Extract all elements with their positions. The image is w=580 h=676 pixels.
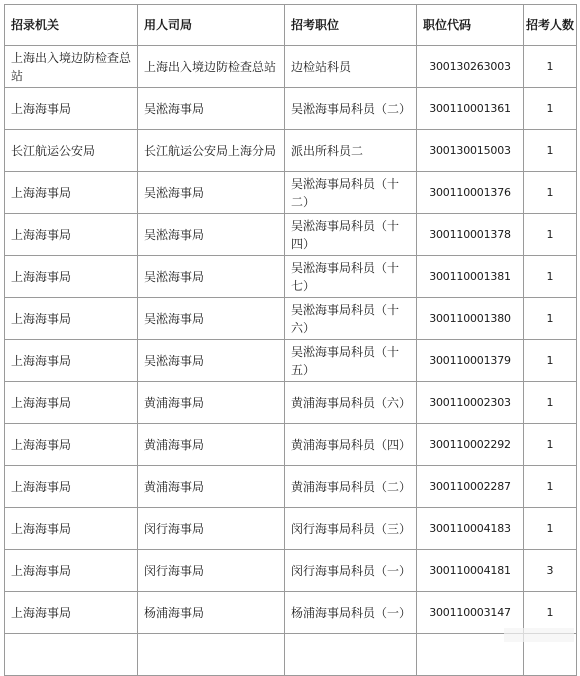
cell-count: 1 xyxy=(524,214,577,256)
table-row xyxy=(5,382,577,424)
cell-code: 300110001378 xyxy=(417,214,524,256)
cell-employer: 长江航运公安局上海分局 xyxy=(138,130,285,172)
cell-code: 300110002303 xyxy=(417,382,524,424)
cell-position: 吴淞海事局科员（十七） xyxy=(285,256,417,298)
cell-agency: 上海海事局 xyxy=(5,214,138,256)
cell-count: 1 xyxy=(524,298,577,340)
cell-employer: 吴淞海事局 xyxy=(138,88,285,130)
table-row xyxy=(5,508,577,550)
cell-position: 闵行海事局科员（三） xyxy=(285,508,417,550)
cell-count: 3 xyxy=(524,550,577,592)
cell-agency: 上海海事局 xyxy=(5,298,138,340)
cell-employer: 黄浦海事局 xyxy=(138,382,285,424)
cell-position: 吴淞海事局科员（十四） xyxy=(285,214,417,256)
cell-agency: 上海出入境边防检查总站 xyxy=(5,46,138,88)
cell-code: 300110001381 xyxy=(417,256,524,298)
cell-code: 300110004181 xyxy=(417,550,524,592)
cell-code: 300110001361 xyxy=(417,88,524,130)
cell-count: 1 xyxy=(524,592,577,634)
cell-employer: 吴淞海事局 xyxy=(138,298,285,340)
cell-code: 300110001380 xyxy=(417,298,524,340)
table-row xyxy=(5,340,577,382)
cell-position: 闵行海事局科员（一） xyxy=(285,550,417,592)
cell-count: 1 xyxy=(524,46,577,88)
cell-employer: 闵行海事局 xyxy=(138,508,285,550)
cell-position: 吴淞海事局科员（十五） xyxy=(285,340,417,382)
table-row xyxy=(5,46,577,88)
cell-code: 300110001379 xyxy=(417,340,524,382)
cell-count: 1 xyxy=(524,88,577,130)
header-row xyxy=(5,5,577,46)
table-row xyxy=(5,298,577,340)
cell-employer: 黄浦海事局 xyxy=(138,466,285,508)
cell-count: 1 xyxy=(524,424,577,466)
recruitment-table xyxy=(4,4,577,676)
cell-employer: 吴淞海事局 xyxy=(138,256,285,298)
cell-employer: 闵行海事局 xyxy=(138,550,285,592)
cell-employer xyxy=(138,634,285,676)
cell-agency: 上海海事局 xyxy=(5,550,138,592)
header-code: 职位代码 xyxy=(417,5,524,46)
cell-code: 300130263003 xyxy=(417,46,524,88)
cell-employer: 吴淞海事局 xyxy=(138,172,285,214)
cell-agency: 上海海事局 xyxy=(5,424,138,466)
cell-code: 300110001376 xyxy=(417,172,524,214)
cell-count: 1 xyxy=(524,172,577,214)
table-row xyxy=(5,592,577,634)
cell-position: 派出所科员二 xyxy=(285,130,417,172)
cell-agency: 上海海事局 xyxy=(5,508,138,550)
cell-position: 黄浦海事局科员（六） xyxy=(285,382,417,424)
cell-count: 1 xyxy=(524,340,577,382)
cell-employer: 上海出入境边防检查总站 xyxy=(138,46,285,88)
table-row xyxy=(5,130,577,172)
cell-count: 1 xyxy=(524,382,577,424)
cell-position: 杨浦海事局科员（一） xyxy=(285,592,417,634)
table-row-partial xyxy=(5,634,577,676)
cell-position: 黄浦海事局科员（四） xyxy=(285,424,417,466)
cell-agency xyxy=(5,634,138,676)
cell-agency: 上海海事局 xyxy=(5,88,138,130)
cell-position: 边检站科员 xyxy=(285,46,417,88)
header-agency: 招录机关 xyxy=(5,5,138,46)
header-position: 招考职位 xyxy=(285,5,417,46)
cell-agency: 上海海事局 xyxy=(5,382,138,424)
cell-agency: 上海海事局 xyxy=(5,256,138,298)
table-row xyxy=(5,172,577,214)
cell-count: 1 xyxy=(524,508,577,550)
cell-agency: 上海海事局 xyxy=(5,466,138,508)
cell-agency: 上海海事局 xyxy=(5,172,138,214)
table-row xyxy=(5,214,577,256)
cell-position: 吴淞海事局科员（十六） xyxy=(285,298,417,340)
cell-code: 300130015003 xyxy=(417,130,524,172)
table-row xyxy=(5,550,577,592)
cell-employer: 黄浦海事局 xyxy=(138,424,285,466)
cell-position xyxy=(285,634,417,676)
cell-agency: 上海海事局 xyxy=(5,340,138,382)
cell-count: 1 xyxy=(524,256,577,298)
table-row xyxy=(5,424,577,466)
cell-position: 吴淞海事局科员（二） xyxy=(285,88,417,130)
table-row xyxy=(5,256,577,298)
cell-code: 300110002287 xyxy=(417,466,524,508)
cell-count: 1 xyxy=(524,466,577,508)
cell-code: 300110004183 xyxy=(417,508,524,550)
cell-employer: 吴淞海事局 xyxy=(138,340,285,382)
header-employer: 用人司局 xyxy=(138,5,285,46)
header-count: 招考人数 xyxy=(524,5,577,46)
recruitment-table-container xyxy=(4,4,576,676)
cell-position: 吴淞海事局科员（十二） xyxy=(285,172,417,214)
cell-code: 300110003147 xyxy=(417,592,524,634)
table-row xyxy=(5,466,577,508)
cell-position: 黄浦海事局科员（二） xyxy=(285,466,417,508)
cell-count: 1 xyxy=(524,130,577,172)
cell-agency: 上海海事局 xyxy=(5,592,138,634)
cell-code: 300110002292 xyxy=(417,424,524,466)
cell-agency: 长江航运公安局 xyxy=(5,130,138,172)
cell-employer: 吴淞海事局 xyxy=(138,214,285,256)
cell-employer: 杨浦海事局 xyxy=(138,592,285,634)
table-row xyxy=(5,88,577,130)
watermark-logo xyxy=(504,628,574,642)
